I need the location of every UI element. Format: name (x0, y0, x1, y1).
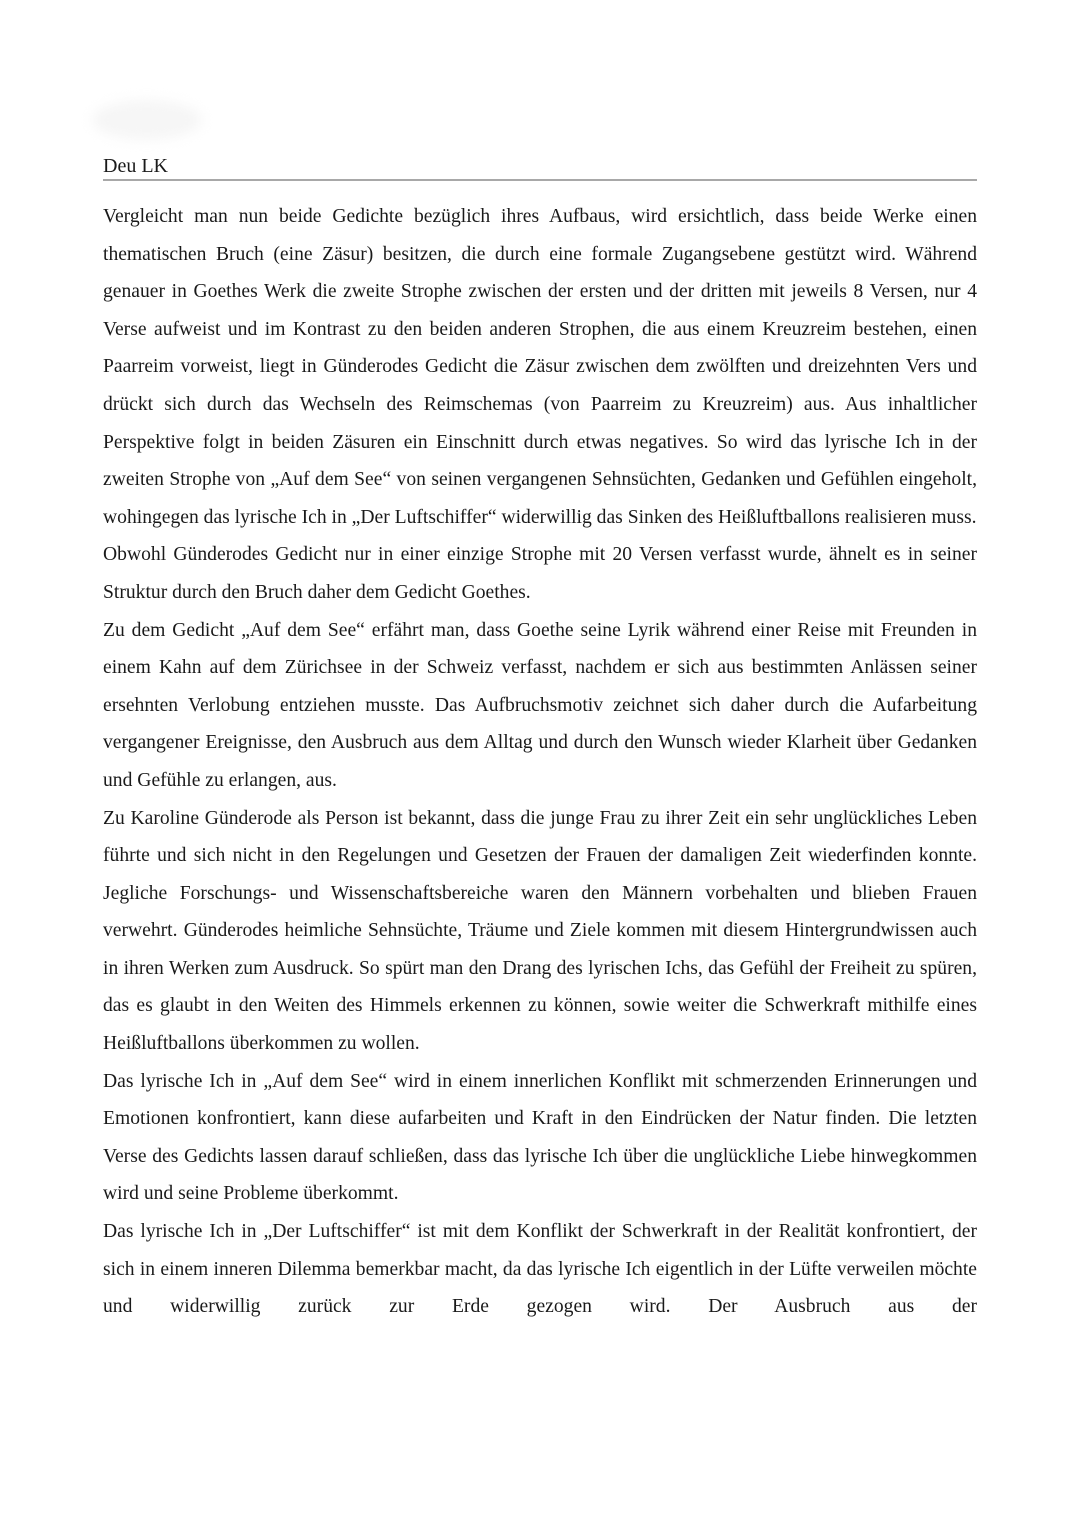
paragraph: Das lyrische Ich in „Auf dem See“ wird in einem innerlichen Konflikt mit schmerzenden Erinnerungen und Emotionen konfrontiert, kann diese aufarbeiten und Kraft in den Eindrücken der Natur finden. Die letzten Verse des Gedichts lassen darauf schließen, dass das lyrische Ich über die unglückliche Liebe hinwegkommen wird und seine Probleme überkommt. (103, 1070, 977, 1205)
paragraph: Vergleicht man nun beide Gedichte bezüglich ihres Aufbaus, wird ersichtlich, dass beide Werke einen thematischen Bruch (eine Zäsur) besitzen, die durch eine formale Zugangsebene gestützt wird. Während genauer in Goethes Werk die zweite Strophe zwischen der ersten und der dritten mit jeweils 8 Versen, nur 4 Verse aufweist und im Kontrast zu den beiden anderen Strophen, die aus einem Kreuzreim bestehen, einen Paarreim vorweist, liegt in Günderodes Gedicht die Zäsur zwischen dem zwölften und dreizehnten Vers und drückt sich durch das Wechseln des Reimschemas (von Paarreim zu Kreuzreim) aus. Aus inhaltlicher Perspektive folgt in beiden Zäsuren ein Einschnitt durch etwas negatives. So wird das lyrische Ich in der zweiten Strophe von „Auf dem See“ von seinen vergangenen Sehnsüchten, Gedanken und Gefühlen eingeholt, wohingegen das lyrische Ich in „Der Luftschiffer“ widerwillig das Sinken des Heißluftballons realisieren muss. (103, 206, 977, 528)
header-title: Deu LK (103, 155, 168, 177)
paragraph: Zu dem Gedicht „Auf dem See“ erfährt man, dass Goethe seine Lyrik während einer Reise mit Freunden in einem Kahn auf dem Zürichsee in der Schweiz verfasst, nachdem er sich aus bestimmten Anlässen seiner ersehnten Verlobung entziehen musste. Das Aufbruchsmotiv zeichnet sich daher durch die Aufarbeitung vergangener Ereignisse, den Ausbruch aus dem Alltag und durch den Wunsch wieder Klarheit über Gedanken und Gefühle zu erlangen, aus. (103, 619, 977, 791)
paragraph: Das lyrische Ich in „Der Luftschiffer“ ist mit dem Konflikt der Schwerkraft in der Realität konfrontiert, der sich in einem inneren Dilemma bemerkbar macht, da das lyrische Ich eigentlich in der Lüfte verweilen möchte und widerwillig zurück zur Erde gezogen wird. Der Ausbruch aus der (103, 1221, 977, 1318)
page-header (103, 153, 977, 181)
paragraph: Zu Karoline Günderode als Person ist bekannt, dass die junge Frau zu ihrer Zeit ein sehr unglückliches Leben führte und sich nicht in den Regelungen und Gesetzen der Frauen der damaligen Zeit wiederfinden konnte. Jegliche Forschungs- und Wissenschaftsbereiche waren den Männern vorbehalten und blieben Frauen verwehrt. Günderodes heimliche Sehnsüchte, Träume und Ziele kommen mit diesem Hintergrundwissen auch in ihren Werken zum Ausdruck. So spürt man den Drang des lyrischen Ichs, das Gefühl der Freiheit zu spüren, das es glaubt in den Weiten des Himmels erkennen zu können, sowie weiter die Schwerkraft mithilfe eines Heißluftballons überkommen zu wollen. (103, 807, 977, 1055)
document-body (103, 198, 977, 1326)
paragraph: Obwohl Günderodes Gedicht nur in einer einzige Strophe mit 20 Versen verfasst wurde, ähnelt es in seiner Struktur durch den Bruch daher dem Gedicht Goethes. (103, 544, 977, 603)
blurred-mark (92, 100, 202, 140)
